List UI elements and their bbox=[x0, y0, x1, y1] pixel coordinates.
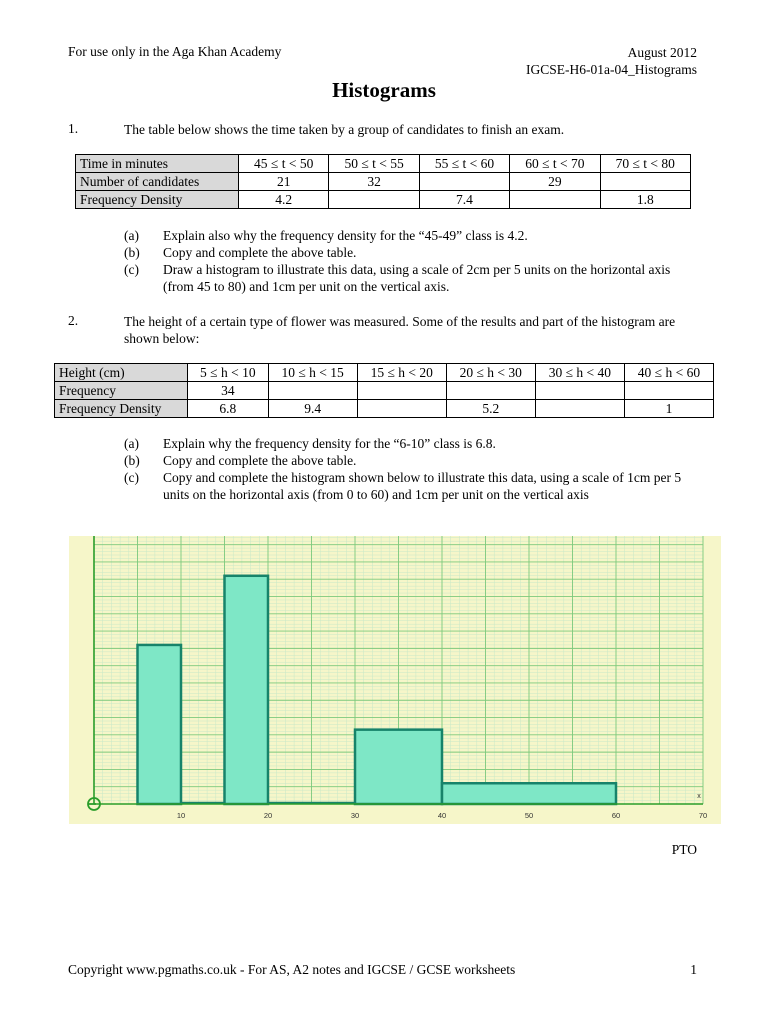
q1-part-text: Explain also why the frequency density for the “45-49” class is 4.2. bbox=[163, 228, 528, 243]
q2-part-label: (a) bbox=[124, 436, 139, 451]
q1-row-header: Time in minutes bbox=[76, 155, 239, 173]
q1-density-cell: 1.8 bbox=[600, 191, 690, 209]
q2-class-cell: 5 ≤ h < 10 bbox=[188, 364, 269, 382]
q2-part bbox=[124, 435, 699, 452]
page-title: Histograms bbox=[332, 78, 436, 102]
q1-density-cell: 4.2 bbox=[239, 191, 329, 209]
q2-frequency-cell bbox=[268, 382, 357, 400]
q2-row-frequency bbox=[55, 382, 714, 400]
x-tick-label: 30 bbox=[350, 811, 360, 820]
q2-frequency-cell bbox=[624, 382, 713, 400]
q1-part bbox=[124, 227, 699, 244]
q1-text: The table below shows the time taken by a group of candidates to finish an exam. bbox=[124, 122, 565, 137]
q2-part-label: (c) bbox=[124, 470, 139, 485]
q1-class-cell: 70 ≤ t < 80 bbox=[600, 155, 690, 173]
q1-part-label: (c) bbox=[124, 262, 139, 277]
q1-row-header: Frequency Density bbox=[76, 191, 239, 209]
x-tick-label: 10 bbox=[176, 811, 186, 820]
header-code: IGCSE-H6-01a-04_Histograms bbox=[526, 62, 697, 77]
q2-frequency-cell bbox=[446, 382, 535, 400]
q2-density-cell: 9.4 bbox=[268, 400, 357, 418]
q2-part-text: Explain why the frequency density for the “6-10” class is 6.8. bbox=[163, 436, 496, 451]
q1-part-label: (a) bbox=[124, 228, 139, 243]
q1-number: 1. bbox=[68, 121, 79, 136]
page-number: 1 bbox=[690, 962, 697, 977]
q2-row-classes bbox=[55, 364, 714, 382]
q2-part-text: Copy and complete the histogram shown below to illustrate this data, using a scale of 1cm per 5 units on the horizontal axis (from 0 to 60) and 1cm per unit on the vertical axis bbox=[163, 470, 682, 502]
x-tick-labels bbox=[177, 811, 707, 820]
q2-class-cell: 15 ≤ h < 20 bbox=[357, 364, 446, 382]
x-tick-label: 70 bbox=[698, 811, 708, 820]
q2-row-density bbox=[55, 400, 714, 418]
q1-row-density bbox=[76, 191, 691, 209]
q2-class-cell: 40 ≤ h < 60 bbox=[624, 364, 713, 382]
q1-density-cell bbox=[510, 191, 600, 209]
q1-part-label: (b) bbox=[124, 245, 140, 260]
q1-class-cell: 50 ≤ t < 55 bbox=[329, 155, 419, 173]
q2-frequency-cell bbox=[535, 382, 624, 400]
q1-frequency-cell: 29 bbox=[510, 173, 600, 191]
q1-row-header: Number of candidates bbox=[76, 173, 239, 191]
q1-part bbox=[124, 244, 699, 261]
q2-class-cell: 30 ≤ h < 40 bbox=[535, 364, 624, 382]
q2-density-cell: 1 bbox=[624, 400, 713, 418]
q1-class-cell: 60 ≤ t < 70 bbox=[510, 155, 600, 173]
histogram-bar bbox=[355, 730, 442, 804]
q1-frequency-cell bbox=[600, 173, 690, 191]
q2-density-cell: 6.8 bbox=[188, 400, 269, 418]
q1-frequency-cell: 32 bbox=[329, 173, 419, 191]
q1-class-cell: 45 ≤ t < 50 bbox=[239, 155, 329, 173]
q1-class-cell: 55 ≤ t < 60 bbox=[419, 155, 509, 173]
q1-density-cell: 7.4 bbox=[419, 191, 509, 209]
x-tick-label: 40 bbox=[437, 811, 447, 820]
q1-density-cell bbox=[329, 191, 419, 209]
q2-frequency-cell: 34 bbox=[188, 382, 269, 400]
q2-density-cell bbox=[357, 400, 446, 418]
q2-frequency-cell bbox=[357, 382, 446, 400]
q2-part-text: Copy and complete the above table. bbox=[163, 453, 357, 468]
q2-part bbox=[124, 469, 699, 503]
q1-part-text: Copy and complete the above table. bbox=[163, 245, 357, 260]
q1-frequency-cell: 21 bbox=[239, 173, 329, 191]
q1-frequency-cell bbox=[419, 173, 509, 191]
q2-row-header: Height (cm) bbox=[55, 364, 188, 382]
q2-text: The height of a certain type of flower was measured. Some of the results and part of the histogram are shown below: bbox=[124, 314, 676, 346]
q1-row-frequency bbox=[76, 173, 691, 191]
histogram-bar bbox=[138, 645, 182, 804]
x-tick-label: 60 bbox=[611, 811, 621, 820]
header-left: For use only in the Aga Khan Academy bbox=[68, 44, 282, 59]
q1-part bbox=[124, 261, 699, 295]
q2-number: 2. bbox=[68, 313, 79, 328]
q1-row-classes bbox=[76, 155, 691, 173]
x-axis-marker: x bbox=[697, 793, 701, 800]
q1-table bbox=[75, 154, 691, 209]
histogram-chart bbox=[69, 536, 721, 824]
footer-copyright: Copyright www.pgmaths.co.uk - For AS, A2 notes and IGCSE / GCSE worksheets bbox=[68, 962, 516, 977]
q2-part bbox=[124, 452, 699, 469]
q2-density-cell bbox=[535, 400, 624, 418]
q1-parts bbox=[124, 227, 699, 295]
pto-label: PTO bbox=[671, 842, 697, 857]
q2-row-header: Frequency Density bbox=[55, 400, 188, 418]
q1-part-text: Draw a histogram to illustrate this data, using a scale of 2cm per 5 units on the horizontal axis (from 45 to 80) and 1cm per unit on the vertical axis. bbox=[163, 262, 671, 294]
histogram-bar bbox=[225, 576, 269, 804]
q2-table bbox=[54, 363, 714, 418]
histogram-svg bbox=[69, 536, 721, 824]
q2-class-cell: 10 ≤ h < 15 bbox=[268, 364, 357, 382]
histogram-bar bbox=[442, 783, 616, 804]
q2-part-label: (b) bbox=[124, 453, 140, 468]
q2-parts bbox=[124, 435, 699, 503]
header-right bbox=[526, 44, 697, 78]
x-tick-label: 20 bbox=[263, 811, 273, 820]
header-date: August 2012 bbox=[627, 45, 697, 60]
q2-row-header: Frequency bbox=[55, 382, 188, 400]
q2-class-cell: 20 ≤ h < 30 bbox=[446, 364, 535, 382]
q2-density-cell: 5.2 bbox=[446, 400, 535, 418]
x-tick-label: 50 bbox=[524, 811, 534, 820]
